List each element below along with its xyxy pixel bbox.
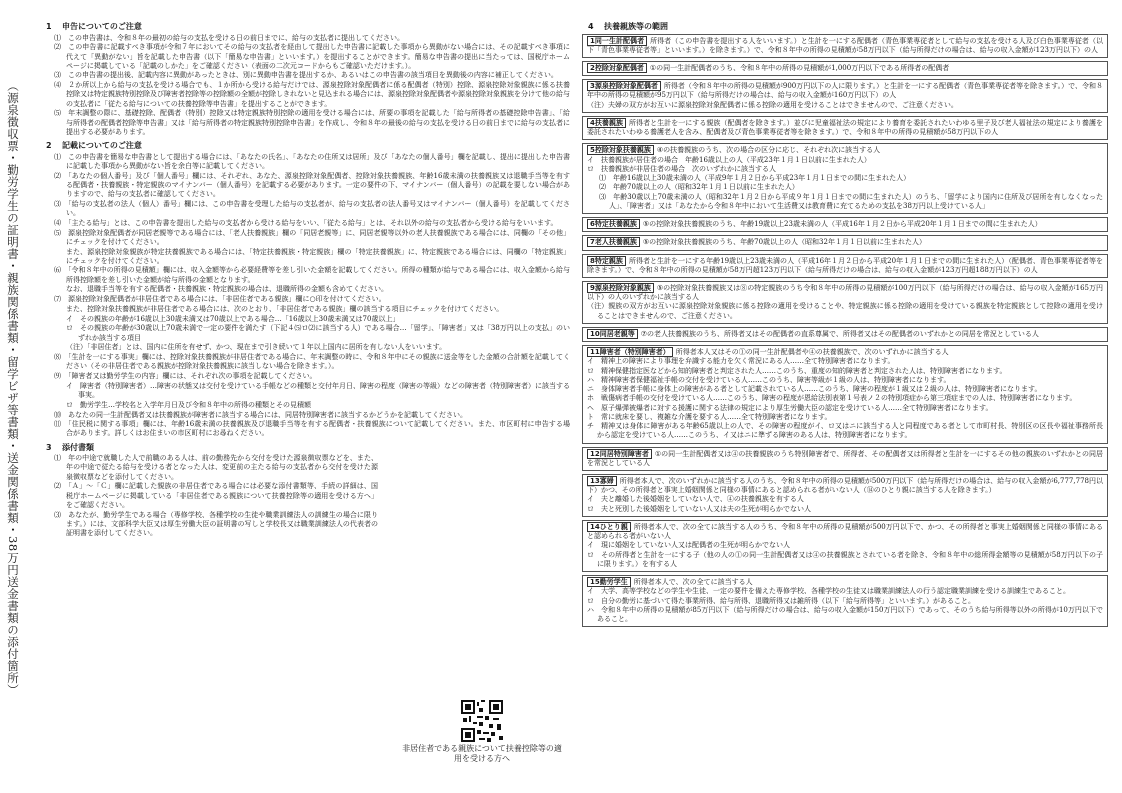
- definition-label: 15勤労学生: [587, 577, 631, 587]
- range-definition-box: [582, 254, 1108, 278]
- list-item: ⑼ 「障害者又は勤労学生の内容」欄には、それぞれ次の事項を記載してください。: [54, 372, 317, 381]
- definition-text: ⑦の老人扶養親族のうち、所得者又はその配偶者の直系尊属で、所得者又はその配偶者のいずれかとの同居を常況としている人: [640, 329, 1039, 338]
- section-1-list: [40, 34, 570, 138]
- definition-text: ④の扶養親族のうち、次の場合の区分に応じ、それぞれ次に該当する人: [656, 146, 881, 155]
- definition-text: ⑤の控除対象扶養親族のうち、年齢19歳以上23歳未満の人（平成16年１月２日から平成20年１月１日までの間に生まれた人）: [642, 220, 1042, 229]
- list-item: ロ 勤労学生…学校名と入学年月日及び令和８年中の所得の種類とその見積額: [66, 400, 311, 409]
- list-item: ⑽ あなたの同一生計配偶者又は扶養親族が障害者に該当する場合には、同居特別障害者に該当するかどうかを記載してください。: [54, 410, 467, 419]
- definition-text: 所得者本人で、次の全てに該当する人のうち、令和８年中の所得の見積額が500万円以下で、かつ、その所得者と事実上婚姻関係と同様の事情にあると認められる者がいない人: [587, 522, 1103, 541]
- range-definition-box: [582, 217, 1108, 232]
- list-item: ⑶ あなたが、勤労学生である場合（専修学校、各種学校の生徒や職業訓練法人の訓練生の場合に限ります。）には、文部科学大臣又は厚生労働大臣の証明書の写しと学校長又は職業訓練法人の代表者の証明書を添付してください。: [54, 510, 378, 538]
- range-definition-box: [582, 235, 1108, 250]
- definition-text: 所得者と生計を一にする親族（配偶者を除きます。）並びに児童福祉法の規定により養育を委託されたいわゆる里子及び老人福祉法の規定により養護を委託されたいわゆる養護老人を含み、配偶者及び青色事業専従者等を除きます。）で、令和８年中の所得の見積額が58万円以下の人: [587, 118, 1103, 137]
- list-item: ⑸ 源泉控除対象配偶者が同居老親等である場合には、「老人扶養親族」欄の「同居老親等」に、同居老親等以外の老人扶養親族である場合には、同欄の「その他」にチェックを付けてください。: [54, 228, 570, 246]
- list-item: ⑶ この申告書の提出後、記載内容に異動があったときは、別に異動申告書を提出するか、あるいはこの申告書の該当項目を異動後の内容に補正してください。: [54, 71, 558, 80]
- range-definition-box: [582, 520, 1108, 572]
- definition-label: 1同一生計配偶者: [587, 36, 647, 46]
- left-column: [40, 20, 570, 785]
- qr-caption: 非居住者である親族について扶養控除等の適用を受ける方へ: [402, 744, 562, 764]
- range-definition-box: [582, 474, 1108, 517]
- section-4-heading: 4 扶養親族等の範囲: [588, 22, 668, 31]
- range-definition-box: [582, 34, 1108, 58]
- list-item: ⑷ 「主たる給与」とは、この申告書を提出した給与の支払者から受ける給与をいい、「従たる給与」とは、それ以外の給与の支払者から受ける給与をいいます。: [54, 218, 558, 227]
- definition-label: 12同居特別障害者: [587, 449, 652, 459]
- definition-label: 13寡婦: [587, 476, 617, 486]
- definition-subitem: ロ その所得者と生計を一にする子（他の人の①の同一生計配偶者又は④の扶養親族とされている者を除き、令和８年中の総所得金額等の見積額が58万円以下の子に限ります。）を有する人: [587, 550, 1103, 568]
- definition-subitem: ⑴ 年齢16歳以上30歳未満の人（平成9年１月２日から平成23年１月１日までの間に生まれた人）: [599, 174, 911, 183]
- definition-subitem: ロ 扶養親族が非居住者の場合 次のいずれかに該当する人: [587, 164, 776, 173]
- definition-label: 5控除対象扶養親族: [587, 145, 654, 155]
- definition-label: 4扶養親族: [587, 118, 626, 128]
- list-item: ロ その親族の年齢が30歳以上70歳未満で一定の要件を満たす（下記４⑸ロ⑵に該当する人）である場合…「留学」、「障害者」又は「38万円以上の支払」のいずれか該当する項目: [66, 324, 570, 342]
- definition-subitem: イ 夫と離婚した後婚姻をしていない人で、④の扶養親族を有する人: [587, 495, 804, 504]
- section-2-list: [40, 153, 570, 439]
- definition-subitem: ⑵ 年齢70歳以上の人（昭和32年１月１日以前に生まれた人）: [599, 183, 799, 192]
- list-item: また、控除対象扶養親族が非居住者である場合には、次のとおり、「非居住者である親族」欄の該当する項目にチェックを付けてください。: [66, 304, 504, 313]
- list-item: ⑵ 「Ａ」～「Ｃ」欄に記載した親族の非居住者である場合には必要な添付書類等、手続の詳細は、国税庁ホームページに掲載している「非居住者である親族について扶養控除等の適用を受ける方へ」をご確認ください。: [54, 482, 378, 509]
- definition-text: 所得者本人で、次のいずれかに該当する人のうち、令和８年中の所得の見積額が500万円以下（給与所得だけの場合は、給与の収入金額が6,777,778円以下）かつ、その所得者と事実上婚姻関係と同様の事情にあると認められる者がいない人（⑭のひとり親に該当する人を除きます。）: [587, 476, 1103, 495]
- section-3-list: [40, 454, 378, 538]
- range-definition-box: [582, 327, 1108, 342]
- definition-text: ⑤の控除対象扶養親族又は⑧の特定親族のうち令和８年中の所得の見積額が100万円以下（給与所得だけの場合は、給与の収入金額が165万円以下）の人のいずれかに該当する人: [587, 284, 1103, 302]
- list-item: ⑵ 「あなたの個人番号」及び「個人番号」欄には、それぞれ、あなた、源泉控除対象配偶者、控除対象扶養親族、年齢16歳未満の扶養親族又は退職手当等を有する配偶者・扶養親族・特定親族のマイナンバー（個人番号）を記載する必要があります。一定の要件の下、マイナンバー（個人番号）の記載を要しない場合がありますので、給与の支払者に確認してください。: [54, 171, 570, 199]
- definition-label: 6特定扶養親族: [587, 219, 640, 229]
- list-item: イ その親族の年齢が16歳以上30歳未満又は70歳以上である場合…「16歳以上30歳未満又は70歳以上」: [66, 314, 400, 323]
- definition-subitem: チ 精神又は身体に障害がある年齢65歳以上の人で、その障害の程度がイ、ロ又はニに該当する人と同程度である者として市町村長、特別区の区長や福祉事務所長から認定を受けている人……このうち、イ又はニに準ずる障害のある人は、特別障害者になります。: [587, 422, 1103, 440]
- definition-label: 2控除対象配偶者: [587, 63, 647, 73]
- definition-label: 11障害者（特別障害者）: [587, 347, 673, 357]
- list-item: なお、退職手当等を有する配偶者・扶養親族・特定親族の場合は、退職所得の金額も含めてください。: [66, 285, 388, 294]
- definition-label: 9源泉控除対象親族: [587, 283, 654, 293]
- definition-label: 3源泉控除対象配偶者: [587, 81, 661, 91]
- range-definition-box: [582, 143, 1108, 214]
- definition-subitem: ニ 身体障害者手帳に身体上の障害がある者として記載されている人……このうち、障害の程度が１級又は２級の人は、特別障害者になります。: [587, 385, 1042, 394]
- list-item: ⑴ 年の中途で就職した人で前職のある人は、前の勤務先から交付を受けた源泉徴収票などを、また、年の中途で従たる給与を受ける者となった人は、変更前の主たる給与の支払者から交付を受けた源泉徴収票などを添付してください。: [54, 454, 378, 481]
- qr-code-icon[interactable]: [461, 700, 503, 742]
- list-item: ⑵ この申告書に記載すべき事項が令和７年においてその給与の支払者を経由して提出した申告書に記載した事項から異動がない場合には、その記載すべき事項に代えて「異動がない」旨を記載した申告書（以下「簡易な申告書」といいます。）を提出することができます。簡易な申告書の提出に当たっては、国税庁ホームページに掲載している「記載のしかた」をご確認ください（表面の二次元コードからもご確認いただけます。）。: [54, 43, 570, 70]
- section-4-boxes: [582, 34, 1108, 628]
- range-definition-box: [582, 575, 1108, 627]
- range-definition-box: [582, 281, 1108, 324]
- section-1-heading: 1 申告についてのご注意: [46, 22, 142, 31]
- definition-text: 所得者と生計を一にする年齢19歳以上23歳未満の人（平成16年１月２日から平成20年１月１日までの間に生まれた人）（配偶者、青色事業専従者等を除きます。）で、令和８年中の所得の見積額が58万円超123万円以下（給与所得だけの場合は、給与の収入金額が123万円超188万円以下）の人: [587, 256, 1103, 274]
- range-definition-box: [582, 61, 1108, 76]
- definition-text: ①の同一生計配偶者又は④の扶養親族のうち特別障害者で、所得者、その配偶者又は所得者と生計を一にするその他の親族のいずれかとの同居を常況としている人: [587, 449, 1103, 467]
- section-2-heading: 2 記載についてのご注意: [46, 141, 142, 151]
- list-item: ⑾ 「住民税に関する事項」欄には、年齢16歳未満の扶養親族及び退職手当等を有する配偶者・扶養親族について記載してください。また、市区町村に申告する場合があります。詳しくはお住まいの市区町村にお尋ねください。: [54, 420, 570, 438]
- attachment-margin-label: （源泉徴収票・勤労学生の証明書・親族関係書類・留学ビザ等書類・送金関係書類・38万円送金書類の添付箇所）: [6, 80, 20, 696]
- definition-label: 10同居老親等: [587, 329, 638, 339]
- list-item: ⑹ 「令和８年中の所得の見積額」欄には、収入金額等から必要経費等を差し引いた金額を記載してください。所得の種類が給与である場合には、収入金額から給与所得控除額を差し引いた金額が給与所得の金額となります。: [54, 266, 570, 284]
- definition-subitem: ロ 自分の勤労に基づいて得た事業所得、給与所得、退職所得又は雑所得（以下「給与所得等」といいます。）があること。: [587, 596, 975, 605]
- definition-text: 所得者本人で、次の全てに該当する人: [633, 578, 753, 587]
- definition-text: 所得者（令和８年中の所得の見積額が900万円以下の人に限ります。）と生計を一にする配偶者（青色事業専従者等を除きます。）で、令和８年中の所得の見積額が95万円以下（給与所得だけの場合は、給与の収入金額が160万円以下）の人: [587, 82, 1103, 100]
- definition-subitem: ロ 夫と死別した後婚姻をしていない人又は夫の生死が明らかでない人: [587, 504, 811, 513]
- section-3-heading: 3 添付書類: [46, 442, 94, 452]
- range-definition-box: [582, 116, 1108, 140]
- definition-subitem: ホ 戦傷病者手帳の交付を受けている人……このうち、障害の程度が恩給法別表第１号表ノ２の特別項症から第三項症までの人は、特別障害者になります。: [587, 394, 1077, 403]
- qr-code-block: [402, 700, 562, 780]
- definition-subitem: ロ 精神保健指定医などから知的障害者と判定された人……このうち、重度の知的障害者と判定された人は、特別障害者になります。: [587, 366, 1007, 375]
- definition-subitem: ハ 令和８年中の所得の見積額が85万円以下（給与所得だけの場合は、給与の収入金額が150万円以下）であって、そのうち給与所得等以外の所得が10万円以下であること。: [587, 605, 1103, 624]
- definition-text: 所得者（この申告書を提出する人をいいます。）と生計を一にする配偶者（青色事業専従者として給与の支払を受ける人及び白色事業専従者（以下「青色事業専従者等」といいます。）を除きます。）で、令和８年中の所得の見積額が58万円以下（給与所得だけの場合は、給与の収入金額が123万円以下）の人: [587, 36, 1103, 54]
- list-item: ⑴ この申告書は、令和８年の最初の給与の支払を受ける日の前日までに、給与の支払者に提出してください。: [54, 33, 404, 42]
- range-definition-box: [582, 447, 1108, 471]
- definition-subitem: イ 現に婚姻をしていない人又は配偶者の生死が明らかでない人: [587, 541, 790, 550]
- definition-text: ①の同一生計配偶者のうち、令和８年中の所得の見積額が1,000万円以下である所得者の配偶者: [649, 64, 950, 73]
- definition-subitem: イ 扶養親族が居住者の場合 年齢16歳以上の人（平成23年１月１日以前に生まれた人）: [587, 155, 871, 164]
- definition-label: 14ひとり親: [587, 522, 631, 532]
- definition-subitem: （注）親族の双方がお互いに源泉控除対象親族に係る控除の適用を受けることや、特定親族に係る控除の適用を受けている親族を特定親族として控除の適用を受けることはできませんので、ご注意ください。: [587, 302, 1103, 320]
- range-definition-box: [582, 345, 1108, 443]
- definition-text: 所得者本人又はその①の同一生計配偶者や④の扶養親族で、次のいずれかに該当する人: [675, 348, 949, 357]
- list-item: また、源泉控除対象親族が特定扶養親族である場合には、「特定扶養親族・特定親族」欄の「特定扶養親族」に、特定親族である場合には、同欄の「特定親族」にチェックを付けてください。: [66, 247, 570, 265]
- list-item: イ 障害者（特別障害者）…障害の状態又は交付を受けている手帳などの種類と交付年月日、障害の程度（障害の等級）などの障害者（特別障害者）に該当する事実。: [66, 381, 570, 400]
- definition-text: ⑤の控除対象扶養親族のうち、年齢70歳以上の人（昭和32年１月１日以前に生まれた人）: [642, 238, 926, 247]
- list-item: （注）「非居住者」とは、国内に住所を有せず、かつ、現在まで引き続いて１年以上国内に居所を有しない人をいいます。: [66, 343, 447, 352]
- definition-subitem: ヘ 原子爆弾被爆者に対する援護に関する法律の規定により厚生労働大臣の認定を受けている人……全て特別障害者になります。: [587, 403, 993, 412]
- definition-subitem: （注）夫婦の双方がお互いに源泉控除対象配偶者に係る控除の適用を受けることはできませんので、ご注意ください。: [587, 100, 958, 109]
- list-item: ⑻ 「生計を一にする事実」欄には、控除対象扶養親族が非居住者である場合に、年末調整の時に、令和８年中にその親族に送金等をした金額の合計額を記載してください（その非居住者である親族が控除対象扶養親族に該当しない場合を除きます。）。: [54, 353, 570, 371]
- definition-subitem: ハ 精神障害者保健福祉手帳の交付を受けている人……このうち、障害等級が１級の人は、特別障害者になります。: [587, 375, 951, 384]
- definition-subitem: ト 常に就床を要し、複雑な介護を要する人……全て特別障害者になります。: [587, 412, 832, 421]
- list-item: ⑶ 「給与の支払者の法人（個人）番号」欄には、この申告書を受理した給与の支払者が、給与の支払者の法人番号又はマイナンバー（個人番号）を記載してください。: [54, 199, 570, 218]
- list-item: ⑴ この申告書を簡易な申告書として提出する場合には、「あなたの氏名」、「あなたの住所又は居所」及び「あなたの個人番号」欄を記載し、提出に提出した申告書に記載した事項から異動がない旨を余白等に記載してください。: [54, 152, 570, 170]
- list-item: ⑷ ２か所以上から給与の支払を受ける場合でも、１か所から受ける給与だけでは、源泉控除対象配偶者に係る配偶者（特別）控除、源泉控除対象親族に係る扶養控除又は特定親族特別控除及び障害者控除等の控除額の全額が控除しきれないと見込まれる場合には、源泉控除対象配偶者や源泉控除対象親族を分けて他の給与の支払者に「従たる給与についての扶養控除等申告書」を提出することができます。: [54, 81, 570, 108]
- definition-label: 7老人扶養親族: [587, 237, 640, 247]
- list-item: ⑸ 年末調整の際に、基礎控除、配偶者（特別）控除又は特定親族特別控除の適用を受ける場合には、所要の事項を記載した「給与所得者の基礎控除申告書」、「給与所得者の配偶者控除等申告書」又は「給与所得者の特定親族特別控除申告書」を作成し、令和８年の最後の給与の支払を受ける日の前日までに給与の支払者に提出する必要があります。: [54, 109, 570, 136]
- definition-subitem: ⑶ 年齢30歳以上70歳未満の人（昭和32年１月２日から平成９年１月１日までの間に生まれた人）のうち、「留学により国内に住所及び居所を有しなくなった人」、「障害者」又は「あなたから令和８年中において生活費又は教育費に充てるための支払を38万円以上受けている人」: [599, 192, 1103, 210]
- definition-label: 8特定親族: [587, 256, 626, 266]
- right-column: [582, 20, 1108, 785]
- definition-subitem: イ 大学、高等学校などの学生や生徒、一定の要件を備えた専修学校、各種学校の生徒又は職業訓練法人の行う認定職業訓練を受ける訓練生であること。: [587, 587, 1070, 596]
- list-item: ⑺ 源泉控除対象配偶者が非居住者である場合には、「非居住者である親族」欄に○印を付けてください。: [54, 295, 386, 304]
- range-definition-box: [582, 79, 1108, 113]
- definition-subitem: イ 精神上の障害により事理を弁識する能力を欠く常況にある人……全て特別障害者になります。: [587, 357, 895, 366]
